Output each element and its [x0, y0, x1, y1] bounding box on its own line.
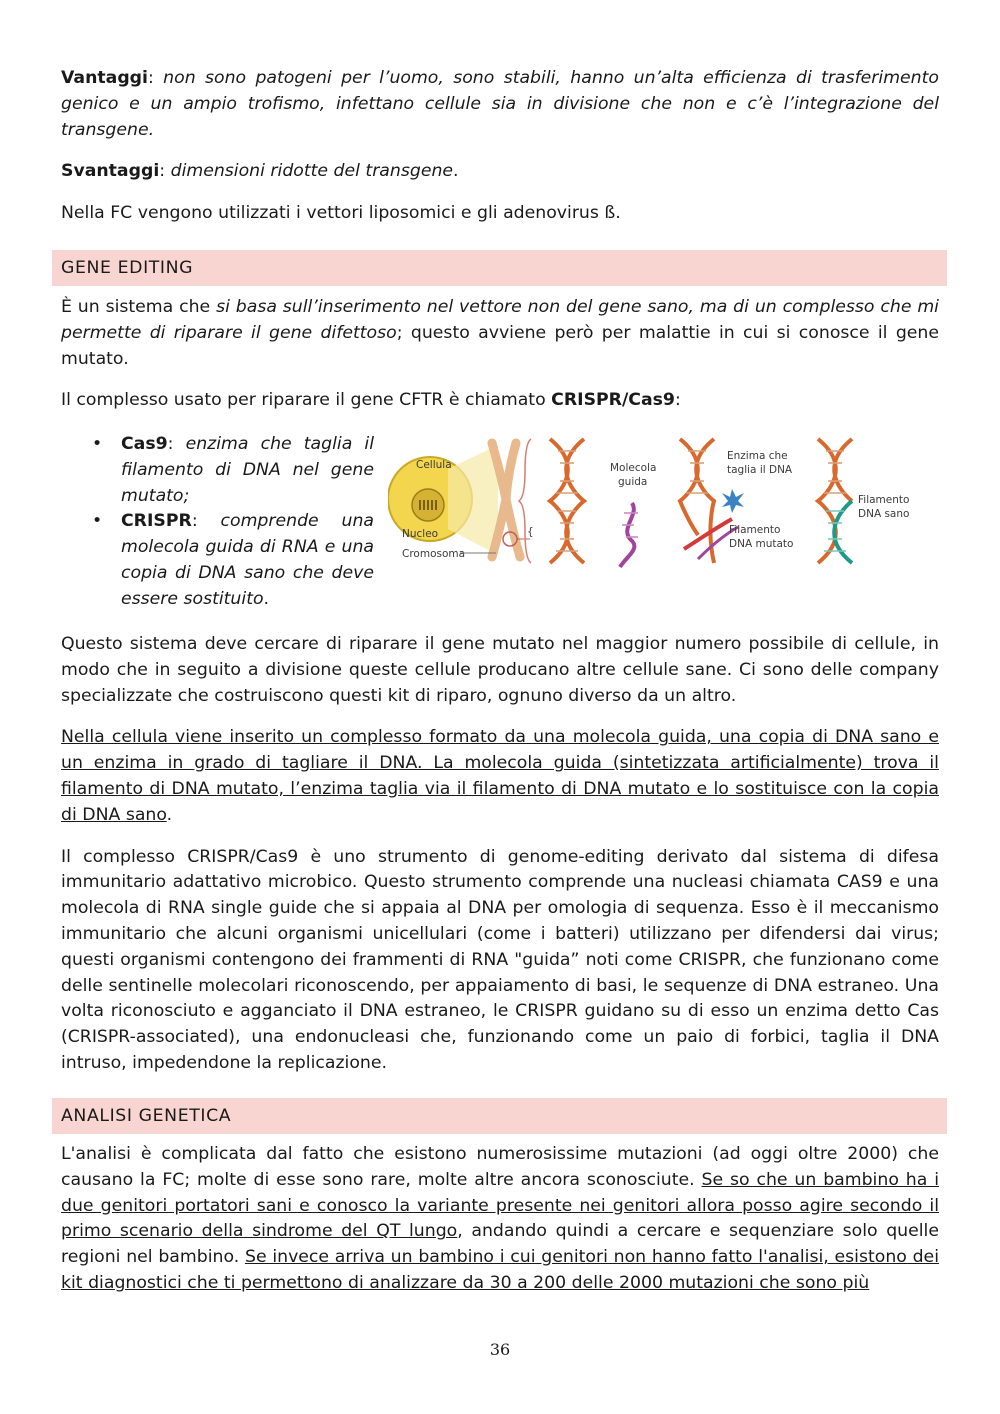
analisi-paragraph-1: L'analisi è complicata dal fatto che esistono numerosissime mutazioni (ad oggi oltre 2000) che causano la FC; molte di esse sono rare, molte altre ancora sconosciute. Se so che un bambino ha i due genitori portatori sani e conosco la variante presente nei genitori allora posso agire secondo il primo scenario della sindrome del QT lungo, andando quindi a cercare e sequenziare solo quelle regioni nel bambino. Se invece arriva un bambino i cui genitori non hanno fatto l'analisi, esistono dei kit diagnostici che ti permettono di analizzare da 30 a 200 delle 2000 mutazioni che sono più [61, 1144, 939, 1293]
section-heading-analisi-genetica: ANALISI GENETICA [52, 1098, 947, 1134]
zoom-cone [448, 445, 498, 555]
gene-editing-paragraph-3: Questo sistema deve cercare di riparare il gene mutato nel maggior numero possibile di cellule, in modo che in seguito a divisione queste cellule producano altre cellule sane. Ci sono delle company specializzate che costruiscono questi kit di riparo, ognuno diverso da un altro. [61, 634, 939, 706]
gene-editing-paragraph-2: Il complesso usato per riparare il gene CFTR è chiamato CRISPR/Cas9: [61, 390, 681, 411]
gene-editing-paragraph-4: Nella cellula viene inserito un complesso formato da una molecola guida, una copia di DNA sano e un enzima in grado di tagliare il DNA. La molecola guida (sintetizzata artificialmente) trova il filamento di DNA mutato, l’enzima taglia via il filamento di DNA mutato e lo sostituisce con la copia di DNA sano. [61, 727, 939, 825]
label-nucleo: Nucleo [402, 528, 439, 540]
label-enzima: Enzima che [727, 450, 788, 462]
label-cromosoma: Cromosoma [402, 548, 466, 560]
bullet-icon: • [92, 434, 103, 454]
gene-editing-paragraph-5: Il complesso CRISPR/Cas9 è uno strumento di genome-editing derivato dal sistema di difesa immunitario adattativo microbico. Questo strumento comprende una nucleasi chiamata CAS9 e una molecola di RNA single guide che si appaia al DNA per omologia di sequenza. Esso è il meccanismo immunitario che alcuni organismi unicellulari (come i batteri) utilizzano per difendersi dai virus; questi organismi contengono dei frammenti di RNA "guida” noti come CRISPR, che funzionano come delle sentinelle molecolari riconoscendo, per appaiamento di basi, le sequenze di DNA estraneo. Una volta riconosciuto e agganciato il DNA estraneo, le CRISPR guidano su di esso un enzima detto Cas (CRISPR-associated), una endonucleasi che, funzionando come un paio di forbici, taglia il DNA intruso, impedendone la replicazione. [61, 846, 939, 1073]
page-number: 36 [489, 1340, 511, 1359]
vantaggi-paragraph: Vantaggi: non sono patogeni per l’uomo, sono stabili, hanno un’alta efficienza di trasferimento genico e un ampio trofismo, infettano cellule sia in divisione che non e c’è l’integrazione del transgene. [61, 68, 939, 140]
label-guida: guida [618, 476, 648, 488]
list-item: • CRISPR: comprende una molecola guida di RNA e una copia di DNA sano che deve essere sostituito. [92, 511, 374, 609]
section-heading-gene-editing: GENE EDITING [52, 250, 947, 286]
label-dna-sano: DNA sano [858, 508, 910, 520]
label-molecola: Molecola [610, 462, 657, 474]
enzyme-shape [722, 489, 744, 513]
list-item: • Cas9: enzima che taglia il filamento di DNA nel gene mutato; [92, 434, 374, 506]
svg-text:{: { [527, 526, 534, 538]
crispr-illustration [388, 431, 934, 571]
analisi-body [61, 1142, 939, 1297]
dna-helix-3 [818, 439, 852, 563]
label-cellula: Cellula [416, 459, 452, 471]
gene-editing-paragraph-1: È un sistema che si basa sull’inserimento nel vettore non del gene sano, ma di un complesso che mi permette di riparare il gene difettoso; questo avviene però per malattie in cui si conosce il gene mutato. [61, 297, 940, 369]
crispr-bullet-list [92, 432, 374, 613]
gene-editing-body [61, 295, 939, 414]
label-dna-mutato: DNA mutato [729, 538, 794, 550]
bullet-icon: • [92, 511, 103, 532]
gene-editing-continued [61, 632, 939, 1077]
svantaggi-paragraph: Svantaggi: dimensioni ridotte del transgene. [61, 161, 459, 182]
label-filamento-mutato: Filamento [729, 524, 781, 536]
page-content [61, 66, 939, 227]
label-taglia: taglia il DNA [727, 464, 793, 476]
dna-helix-1 [550, 439, 584, 563]
label-filamento-sano: Filamento [858, 494, 910, 506]
fc-paragraph: Nella FC vengono utilizzati i vettori liposomici e gli adenovirus ß. [61, 203, 621, 224]
